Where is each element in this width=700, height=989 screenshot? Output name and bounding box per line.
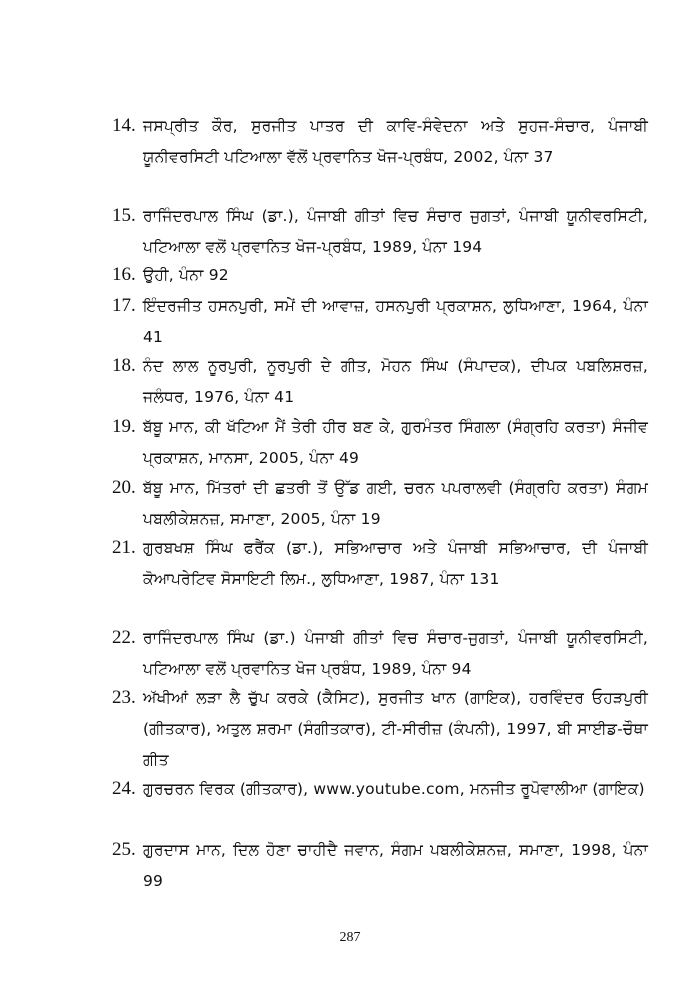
reference-item (112, 200, 648, 263)
reference-number: 20. (112, 477, 136, 498)
reference-number: 23. (112, 687, 136, 708)
reference-number: 14. (112, 115, 136, 136)
reference-text: ਰਾਜਿੰਦਰਪਾਲ ਸਿੰਘ (ਡਾ.) ਪੰਜਾਬੀ ਗੀਤਾਂ ਵਿਚ ਸੰਚਾਰ-ਜੁਗਤਾਂ, ਪੰਜਾਬੀ ਯੂਨੀਵਰਸਿਟੀ, ਪਟਿਆਲਾ ਵਲੋਂ ਪ੍ਰਵਾਨਿਤ ਖੋਜ ਪ੍ਰਬੰਧ, 1989, ਪੰਨਾ 94 (143, 629, 648, 678)
reference-number: 16. (112, 264, 136, 285)
reference-item (112, 682, 648, 776)
reference-number: 21. (112, 537, 136, 558)
reference-number: 18. (112, 355, 136, 376)
reference-number: 22. (112, 627, 136, 648)
reference-number: 24. (112, 778, 136, 799)
reference-text: ਨੰਦ ਲਾਲ ਨੂਰਪੁਰੀ, ਨੂਰਪੁਰੀ ਦੇ ਗੀਤ, ਮੋਹਨ ਸਿੰਘ (ਸੰਪਾਦਕ), ਦੀਪਕ ਪਬਲਿਸ਼ਰਜ਼, ਜਲੰਧਰ, 1976, ਪੰਨਾ 41 (143, 357, 648, 406)
reference-text: ਰਾਜਿੰਦਰਪਾਲ ਸਿੰਘ (ਡਾ.), ਪੰਜਾਬੀ ਗੀਤਾਂ ਵਿਚ ਸੰਚਾਰ ਜੁਗਤਾਂ, ਪੰਜਾਬੀ ਯੂਨੀਵਰਸਿਟੀ, ਪਟਿਆਲਾ ਵਲੋਂ ਪ੍ਰਵਾਨਿਤ ਖੋਜ-ਪ੍ਰਬੰਧ, 1989, ਪੰਨਾ 194 (143, 207, 648, 256)
reference-item (112, 773, 648, 805)
reference-item (112, 110, 648, 173)
reference-text: ਬੱਬੂ ਮਾਨ, ਕੀ ਖੱਟਿਆ ਮੈਂ ਤੇਰੀ ਹੀਰ ਬਣ ਕੇ, ਗੁਰਮੰਤਰ ਸਿੰਗਲਾ (ਸੰਗ੍ਰਹਿ ਕਰਤਾ) ਸੰਜੀਵ ਪ੍ਰਕਾਸ਼ਨ, ਮਾਨਸਾ, 2005, ਪੰਨਾ 49 (143, 418, 648, 467)
reference-text: ਅੱਖੀਆਂ ਲੜਾ ਲੈ ਚੁੱਪ ਕਰਕੇ (ਕੈਸਿਟ), ਸੁਰਜੀਤ ਖਾਨ (ਗਾਇਕ), ਹਰਵਿੰਦਰ ਓਹੜਪੁਰੀ (ਗੀਤਕਾਰ), ਅਤੁਲ ਸ਼ਰਮਾ (ਸੰਗੀਤਕਾਰ), ਟੀ-ਸੀਰੀਜ਼ (ਕੰਪਨੀ), 1997, ਬੀ ਸਾਈਡ-ਚੌਥਾ ਗੀਤ (143, 689, 648, 769)
reference-number: 15. (112, 205, 136, 226)
reference-text: ਗੁਰਬਖਸ਼ ਸਿੰਘ ਫਰੈਂਕ (ਡਾ.), ਸਭਿਆਚਾਰ ਅਤੇ ਪੰਜਾਬੀ ਸਭਿਆਚਾਰ, ਦੀ ਪੰਜਾਬੀ ਕੋਆਪਰੇਟਿਵ ਸੋਸਾਇਟੀ ਲਿਮ., ਲੁਧਿਆਣਾ, 1987, ਪੰਨਾ 131 (143, 539, 648, 588)
reference-item (112, 411, 648, 474)
reference-item (112, 472, 648, 535)
reference-text: ਜਸਪ੍ਰੀਤ ਕੌਰ, ਸੁਰਜੀਤ ਪਾਤਰ ਦੀ ਕਾਵਿ-ਸੰਵੇਦਨਾ ਅਤੇ ਸੁਹਜ-ਸੰਚਾਰ, ਪੰਜਾਬੀ ਯੂਨੀਵਰਸਿਟੀ ਪਟਿਆਲਾ ਵੱਲੋਂ ਪ੍ਰਵਾਨਿਤ ਖੋਜ-ਪ੍ਰਬੰਧ, 2002, ਪੰਨਾ 37 (143, 117, 648, 166)
reference-text: ਬੱਬੂ ਮਾਨ, ਮਿੱਤਰਾਂ ਦੀ ਛਤਰੀ ਤੋਂ ਉੱਡ ਗਈ, ਚਰਨ ਪਪਰਾਲਵੀ (ਸੰਗ੍ਰਹਿ ਕਰਤਾ) ਸੰਗਮ ਪਬਲੀਕੇਸ਼ਨਜ਼, ਸਮਾਣਾ, 2005, ਪੰਨਾ 19 (143, 479, 648, 528)
reference-number: 19. (112, 416, 136, 437)
reference-text: ਉਹੀ, ਪੰਨਾ 92 (143, 266, 229, 284)
reference-item (112, 290, 648, 353)
reference-number: 25. (112, 839, 136, 860)
reference-text: ਗੁਰਦਾਸ ਮਾਨ, ਦਿਲ ਹੋਣਾ ਚਾਹੀਦੈ ਜਵਾਨ, ਸੰਗਮ ਪਬਲੀਕੇਸ਼ਨਜ਼, ਸਮਾਣਾ, 1998, ਪੰਨਾ 99 (143, 841, 648, 890)
reference-item (112, 834, 648, 897)
reference-item (112, 622, 648, 685)
reference-item (112, 259, 648, 291)
reference-text: ਇੰਦਰਜੀਤ ਹਸਨਪੁਰੀ, ਸਮੇਂ ਦੀ ਆਵਾਜ਼, ਹਸਨਪੁਰੀ ਪ੍ਰਕਾਸ਼ਨ, ਲੁਧਿਆਣਾ, 1964, ਪੰਨਾ 41 (143, 297, 648, 346)
reference-item (112, 532, 648, 595)
reference-item (112, 350, 648, 413)
reference-number: 17. (112, 295, 136, 316)
page-number: 287 (339, 930, 361, 945)
reference-text: ਗੁਰਚਰਨ ਵਿਰਕ (ਗੀਤਕਾਰ), www.youtube.com, ਮਨਜੀਤ ਰੂਪੋਵਾਲੀਆ (ਗਾਇਕ) (143, 780, 645, 798)
